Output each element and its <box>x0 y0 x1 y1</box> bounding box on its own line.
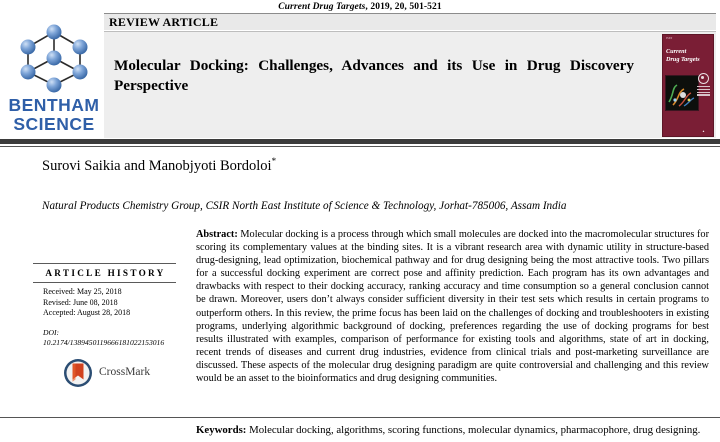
article-history-heading: ARTICLE HISTORY <box>45 268 166 278</box>
article-history-box <box>33 263 176 348</box>
journal-cover-thumbnail <box>662 34 714 137</box>
journal-citation: , 2019, 20, 501-521 <box>365 2 442 12</box>
doi-value[interactable]: 10.2174/1389450119666181022153016 <box>43 337 165 347</box>
header-divider-thin <box>0 146 720 147</box>
journal-name: Current Drug Targets <box>278 2 366 12</box>
abstract <box>196 228 709 385</box>
publisher-logo-line1: BENTHAM <box>8 95 100 115</box>
doi-block <box>33 319 176 348</box>
article-type-band <box>104 13 716 30</box>
cover-publisher-mark: ▲ <box>702 129 705 133</box>
cover-artwork <box>665 75 699 111</box>
cover-rule <box>697 92 710 93</box>
cover-rule <box>697 94 710 95</box>
doi-label: DOI: <box>43 327 60 337</box>
journal-running-head <box>0 2 720 12</box>
protein-structure-icon <box>666 76 698 110</box>
title-band <box>104 31 716 138</box>
cover-issn-label: ISSN <box>666 37 673 40</box>
keywords-body: Molecular docking, algorithms, scoring functions, molecular dynamics, pharmacophore, drug designing. <box>246 424 701 436</box>
abstract-label: Abstract: <box>196 229 238 240</box>
keywords-divider <box>0 417 720 418</box>
cover-side-marks <box>696 73 711 97</box>
article-type-label: REVIEW ARTICLE <box>109 15 219 29</box>
corresponding-author-marker: * <box>271 156 277 166</box>
affiliation: Natural Products Chemistry Group, CSIR North East Institute of Science & Technology, Jorhat-785006, Assam India <box>42 200 567 212</box>
molecule-icon <box>14 22 94 95</box>
keywords-label: Keywords: <box>196 424 247 436</box>
page-title: Molecular Docking: Challenges, Advances and its Use in Drug Discovery Perspective <box>114 57 634 94</box>
publisher-logo <box>6 22 102 133</box>
cover-journal-title <box>666 48 700 63</box>
article-history-dates <box>33 283 176 319</box>
cover-rule <box>697 89 710 90</box>
author-names: Surovi Saikia and Manobjyoti Bordoloi <box>42 157 272 174</box>
received-date: Received: May 25, 2018 <box>43 287 122 296</box>
abstract-body: Molecular docking is a process through which small molecules are docked into the macromolecular structures for scoring its complementary values at the binding sites. It is a vibrant research area with dynamic utility in structure-based drug-designing, lead optimization, biochemical pathway and for drug designing being the most attractive tools. Two pillars for a successful docking experiment are correct pose and affinity prediction. Each program has its own advantages and drawbacks with respect to their docking accuracy, ranking accuracy and time consumption so a general conclusion cannot be drawn. Moreover, users don’t always consider sufficient diversity in their test sets which results in certain programs to outperform others. In this review, the prime focus has been laid on the challenges of docking and troubleshooters in existing programs, underlying algorithmic background of docking, preferences regarding the use of docking programs for best results illustrated with examples, comparison of performance for existing tools and algorithms, state of art in docking, recent trends of diseases and current drug industries, evidence from clinical trials and post-marketing surveillance are discussed. These aspects of the molecular drug designing paradigm are quite controversial and challenging and this review would be an asset to the bioinformatics and drug designing communities. <box>196 229 709 385</box>
revised-date: Revised: June 08, 2018 <box>43 297 118 307</box>
crossmark-icon[interactable] <box>63 358 93 388</box>
crossmark-label: CrossMark <box>99 366 151 378</box>
author-list <box>42 156 276 175</box>
cover-ring-icon <box>698 73 709 84</box>
header-divider-thick <box>0 139 720 144</box>
cover-title-line2: Drug Targets <box>666 55 700 63</box>
cover-title-line1: Current <box>666 48 687 55</box>
crossmark-badge[interactable] <box>63 358 159 390</box>
cover-rule <box>697 86 710 87</box>
keywords <box>196 424 709 438</box>
publisher-logo-line2: SCIENCE <box>13 114 95 134</box>
accepted-date: Accepted: August 28, 2018 <box>43 308 131 318</box>
